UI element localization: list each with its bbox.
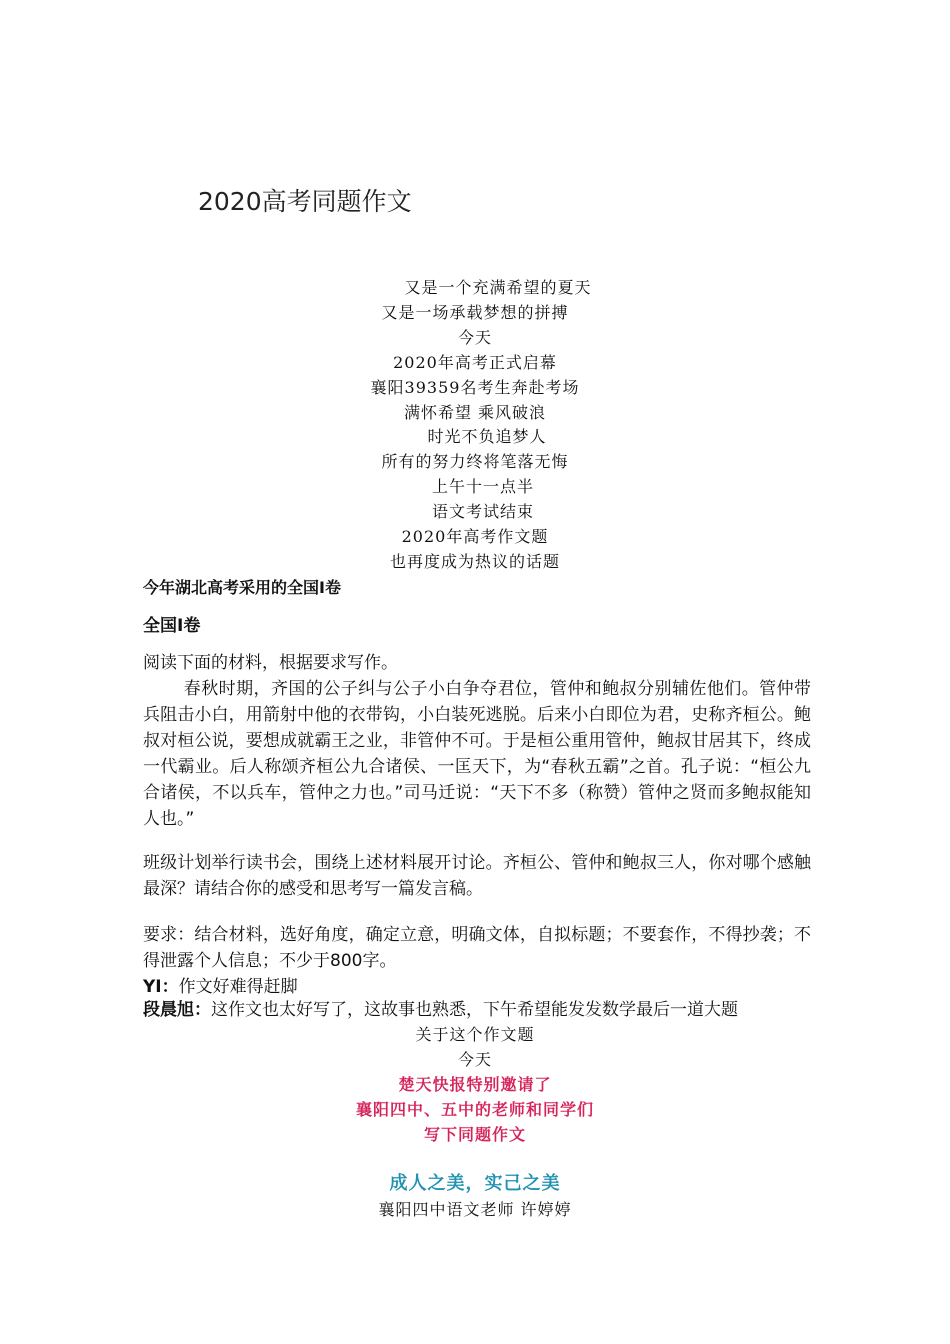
document-title: 2020高考同题作文: [198, 187, 412, 216]
about-line: 关于这个作文题: [415, 1025, 535, 1044]
poem-line: 上午十一点半: [431, 477, 534, 497]
invite-line: 写下同题作文: [423, 1125, 526, 1144]
comment-text: 这作文也太好写了，这故事也熟悉，下午希望能发发数学最后一道大题: [211, 1000, 738, 1020]
poem-line: 襄阳39359名考生奔赴考场: [370, 377, 580, 397]
instruction-text: 阅读下面的材料，根据要求写作。: [143, 653, 398, 673]
task-paragraph: 班级计划举行读书会，围绕上述材料展开讨论。齐桓公、管仲和鲍叔三人，你对哪个感触最深？请结合你的感受和思考写一篇发言稿。: [143, 853, 811, 899]
requirements-paragraph: 要求：结合材料，选好角度，确定立意，明确文体，自拟标题；不要套作，不得抄袭；不得泄露个人信息；不少于800字。: [143, 925, 811, 971]
poem-line: 时光不负追梦人: [427, 427, 547, 447]
poem-line: 又是一个充满希望的夏天: [404, 278, 592, 297]
exam-subhead: 今年湖北高考采用的全国Ⅰ卷: [143, 578, 341, 597]
material-paragraph: 春秋时期，齐国的公子纠与公子小白争夺君位，管仲和鲍叔分别辅佐他们。管仲带兵阻击小白，用箭射中他的衣带钩，小白装死逃脱。后来小白即位为君，史称齐桓公。鲍叔对桓公说，要想成就霸王之业，非管仲不可。于是桓公重用管仲，鲍叔甘居其下，终成一代霸业。后人称颂齐桓公九合诸侯、一匡天下，为“春秋五霸”之首。孔子说：“桓公九合诸侯，不以兵车，管仲之力也。”司马迁说：“天下不多（称赞）管仲之贤而多鲍叔能知人也。”: [143, 679, 811, 829]
essay-title: 成人之美，实己之美: [389, 1173, 561, 1194]
today-line: 今天: [457, 1050, 492, 1069]
poem-line: 2020年高考作文题: [401, 527, 549, 547]
poem-line: 语文考试结束: [431, 502, 534, 522]
intro-poem: [0, 276, 950, 575]
section-title: 全国Ⅰ卷: [143, 616, 201, 636]
comment-author: YI：: [143, 977, 179, 997]
comment-author: 段晨旭：: [143, 1000, 211, 1020]
invite-line: 楚天快报特别邀请了: [398, 1075, 552, 1094]
poem-line: 2020年高考正式启幕: [393, 352, 557, 372]
poem-line: 今天: [457, 327, 492, 347]
comment-text: 作文好难得赶脚: [178, 977, 298, 997]
poem-line: 满怀希望 乘风破浪: [403, 402, 547, 422]
comment-item: [143, 997, 738, 1023]
poem-line: 也再度成为热议的话题: [389, 551, 560, 571]
essay-author: 襄阳四中语文老师 许婷婷: [378, 1200, 572, 1219]
poem-line: 又是一场承载梦想的拼搏: [381, 302, 569, 322]
poem-line: 所有的努力终将笔落无悔: [381, 452, 569, 472]
invite-line: 襄阳四中、五中的老师和同学们: [355, 1100, 594, 1119]
